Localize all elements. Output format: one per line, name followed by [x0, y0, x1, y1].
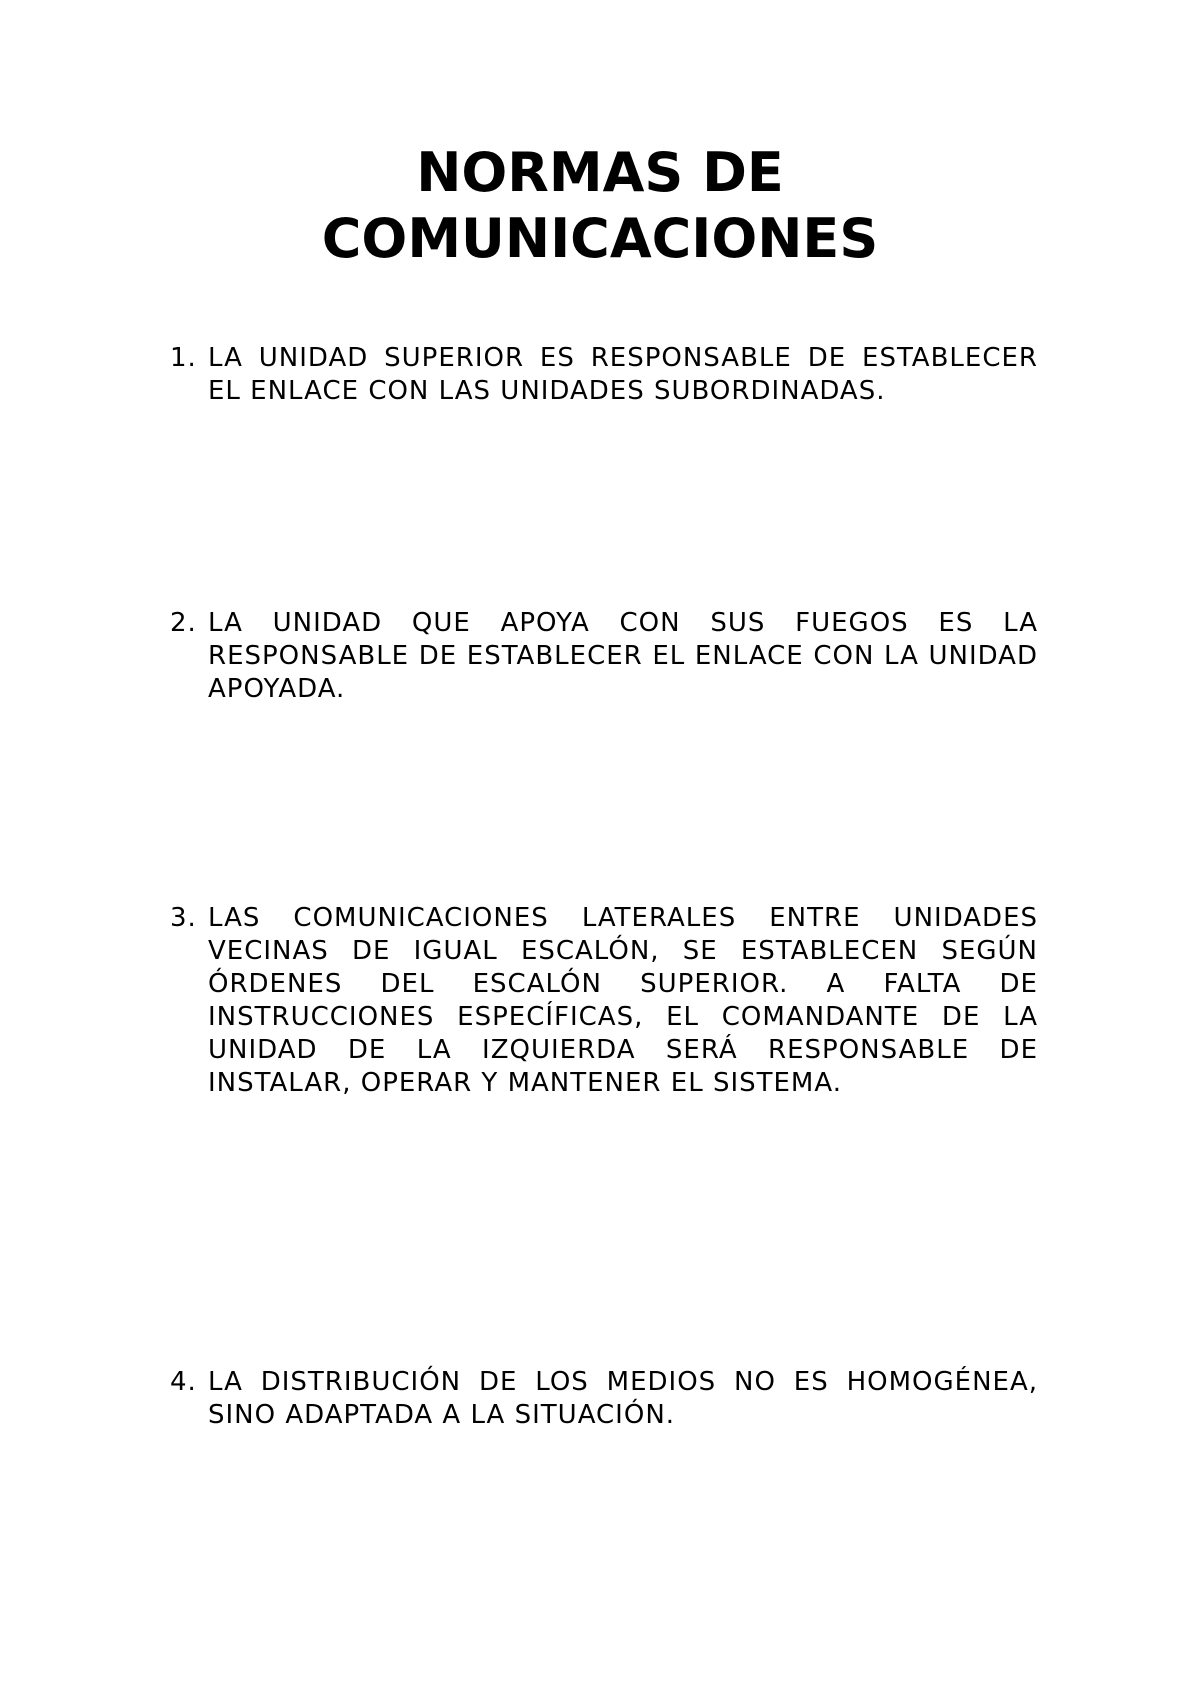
- list-item-number: 1.: [170, 343, 197, 373]
- list-item: [170, 607, 1038, 706]
- list-item-number: 3.: [170, 903, 197, 933]
- list-item: [170, 902, 1038, 1100]
- title-line-1: NORMAS DE: [416, 141, 784, 204]
- list-item-text: LAS COMUNICACIONES LATERALES ENTRE UNIDADES VECINAS DE IGUAL ESCALÓN, SE ESTABLECEN SEGÚN ÓRDENES DEL ESCALÓN SUPERIOR. A FALTA DE INSTRUCCIONES ESPECÍFICAS, EL COMANDANTE DE LA UNIDAD DE LA IZQUIERDA SERÁ RESPONSABLE DE INSTALAR, OPERAR Y MANTENER EL SISTEMA.: [208, 903, 1038, 1098]
- list-item-text: LA DISTRIBUCIÓN DE LOS MEDIOS NO ES HOMOGÉNEA, SINO ADAPTADA A LA SITUACIÓN.: [208, 1367, 1038, 1430]
- list-item-number: 2.: [170, 608, 197, 638]
- list-item: [170, 342, 1038, 408]
- page-title: [0, 140, 1200, 272]
- list-item: [170, 1366, 1038, 1432]
- title-line-2: COMUNICACIONES: [321, 207, 879, 270]
- list-item-number: 4.: [170, 1367, 197, 1397]
- list-item-text: LA UNIDAD SUPERIOR ES RESPONSABLE DE ESTABLECER EL ENLACE CON LAS UNIDADES SUBORDINADAS.: [208, 343, 1038, 406]
- list-item-text: LA UNIDAD QUE APOYA CON SUS FUEGOS ES LA RESPONSABLE DE ESTABLECER EL ENLACE CON LA UNIDAD APOYADA.: [208, 608, 1038, 704]
